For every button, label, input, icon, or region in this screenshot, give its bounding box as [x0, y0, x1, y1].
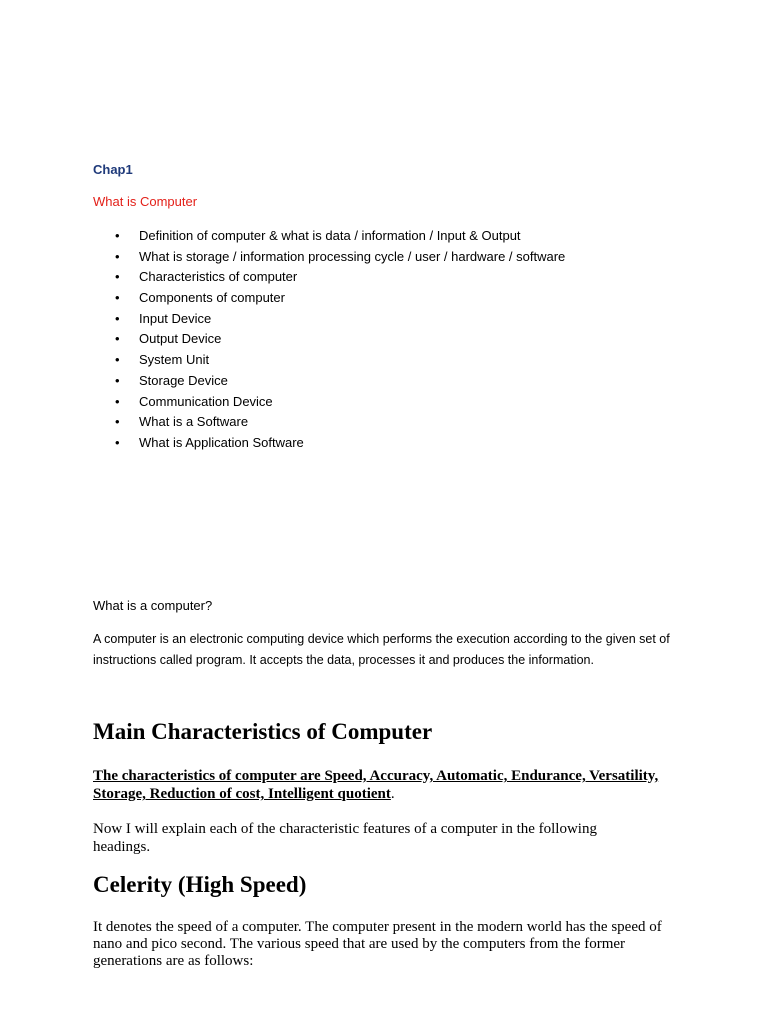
explain-paragraph: Now I will explain each of the characteristic features of a computer in the following headings. — [93, 821, 597, 855]
characteristics-paragraph — [93, 767, 693, 803]
bullet-icon: • — [115, 310, 120, 326]
bullet-icon: • — [115, 393, 120, 409]
list-item — [93, 392, 565, 413]
bullet-icon: • — [115, 434, 120, 450]
topic-text: Components of computer — [139, 290, 285, 306]
topic-list — [93, 226, 565, 454]
topic-text: What is Application Software — [139, 434, 304, 450]
celerity-heading: Celerity (High Speed) — [93, 872, 307, 897]
bullet-icon: • — [115, 414, 120, 430]
list-item — [93, 412, 565, 433]
list-item — [93, 267, 565, 288]
list-item — [93, 247, 565, 268]
list-item — [93, 433, 565, 454]
bullet-icon: • — [115, 290, 120, 306]
list-item — [93, 329, 565, 350]
list-item — [93, 350, 565, 371]
topic-text: What is storage / information processing cycle / user / hardware / software — [139, 248, 566, 264]
list-item — [93, 288, 565, 309]
topic-text: Storage Device — [139, 372, 228, 388]
characteristics-end: . — [390, 786, 395, 802]
bullet-icon: • — [115, 248, 120, 264]
question-heading: What is a computer? — [93, 598, 213, 613]
topic-text: Output Device — [139, 331, 222, 347]
bullet-icon: • — [115, 228, 120, 243]
list-item — [93, 309, 565, 330]
bullet-icon: • — [115, 352, 120, 368]
topic-text: System Unit — [139, 352, 210, 368]
topic-text: Characteristics of computer — [139, 269, 298, 285]
list-item — [93, 371, 565, 392]
list-item — [93, 226, 565, 247]
characteristics-sentence: The characteristics of computer are Speed, Accuracy, Automatic, Endurance, Versatility, Storage, Reduction of cost, Intelligent quotient — [93, 768, 659, 802]
bullet-icon: • — [115, 331, 120, 347]
topic-text: Communication Device — [139, 393, 273, 409]
topic-text: What is a Software — [139, 414, 249, 430]
answer-paragraph: A computer is an electronic computing device which performs the execution according to the given set of instructions called program. It accepts the data, processes it and produces the information. — [93, 632, 670, 667]
topic-text: Definition of computer & what is data / information / Input & Output — [139, 228, 521, 243]
section-title: What is Computer — [93, 194, 198, 209]
main-heading: Main Characteristics of Computer — [93, 719, 433, 744]
celerity-paragraph: It denotes the speed of a computer. The computer present in the modern world has the speed of nano and pico second. The various speed that are used by the computers from the former generations are as follows: — [93, 919, 662, 969]
topic-text: Input Device — [139, 310, 212, 326]
bullet-icon: • — [115, 372, 120, 388]
chapter-label: Chap1 — [93, 162, 133, 177]
bullet-icon: • — [115, 269, 120, 285]
